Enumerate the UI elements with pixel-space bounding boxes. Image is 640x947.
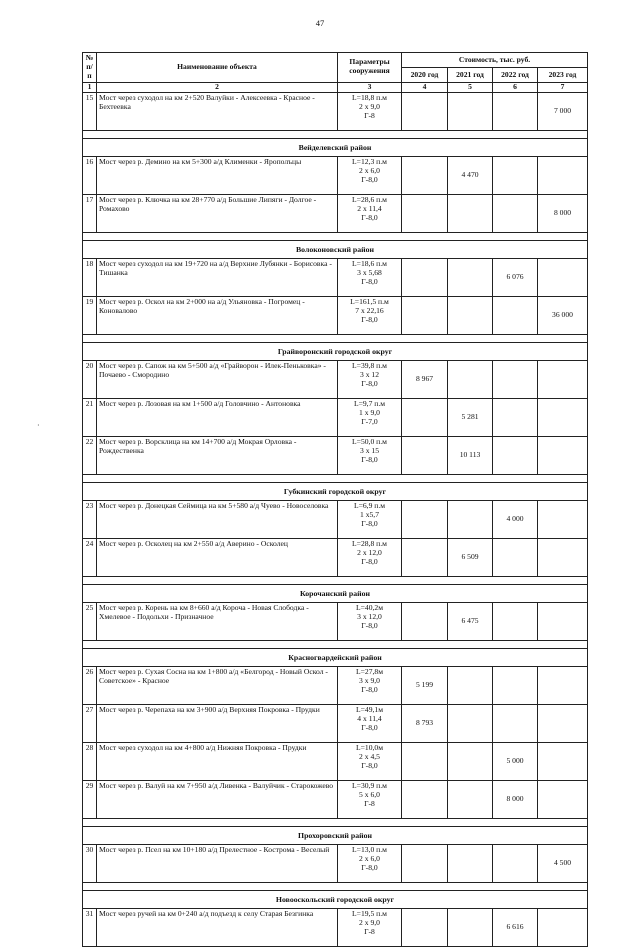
table-row	[83, 360, 588, 398]
cost-y2020	[402, 844, 448, 882]
row-number: 16	[83, 156, 97, 194]
cost-y2021	[448, 908, 493, 946]
row-number: 22	[83, 436, 97, 474]
cost-y2022	[493, 704, 538, 742]
cost-y2020: 5 199	[402, 666, 448, 704]
cost-y2021	[448, 780, 493, 818]
cost-y2023	[538, 602, 588, 640]
section-title: Новооскольский городской округ	[83, 890, 588, 908]
table-row	[83, 296, 588, 334]
object-name: Мост через суходол на км 19+720 на а/д Верхние Лубянки - Борисовка - Тишанка	[97, 258, 338, 296]
cost-y2020	[402, 538, 448, 576]
cost-y2023: 36 000	[538, 296, 588, 334]
param-line: L=10,0м	[355, 742, 384, 752]
cost-y2020: 8 793	[402, 704, 448, 742]
cost-y2021	[448, 704, 493, 742]
cost-y2020	[402, 296, 448, 334]
spacer-row	[83, 474, 588, 482]
spacer-row	[83, 882, 588, 890]
param-line: L=28,6 п.м	[352, 194, 387, 204]
section-title: Красногвардейский район	[83, 648, 588, 666]
spacer-cell	[83, 130, 588, 138]
object-name: Мост через р. Ворсклица на км 14+700 а/д Мокрая Орловка - Рождественка	[97, 436, 338, 474]
spacer-cell	[83, 474, 588, 482]
cost-y2020	[402, 92, 448, 130]
cost-y2023	[538, 398, 588, 436]
row-number: 26	[83, 666, 97, 704]
object-name: Мост через р. Осколец на км 2+550 а/д Аверино - Осколец	[97, 538, 338, 576]
row-number: 24	[83, 538, 97, 576]
param-line: Г-8	[364, 110, 375, 120]
object-name: Мост через р. Валуй на км 7+950 а/д Ливенка - Валуйчик - Старокожево	[97, 780, 338, 818]
param-line: 2 х 4,5	[359, 751, 380, 761]
param-line: 3 х 12	[360, 369, 379, 379]
cost-y2021	[448, 92, 493, 130]
table-row	[83, 742, 588, 780]
param-line: L=39,8 п.м	[352, 360, 387, 370]
param-line: Г-8,0	[361, 620, 378, 630]
cost-y2020	[402, 908, 448, 946]
cost-y2023	[538, 436, 588, 474]
object-name: Мост через р. Демино на км 5+300 а/д Клименки - Ярополъцы	[97, 156, 338, 194]
spacer-row	[83, 334, 588, 342]
table-row	[83, 844, 588, 882]
param-line: 4 х 11,4	[357, 713, 382, 723]
cost-y2021	[448, 742, 493, 780]
bridges-table	[82, 52, 588, 947]
row-number: 31	[83, 908, 97, 946]
spacer-row	[83, 818, 588, 826]
section-row	[83, 342, 588, 360]
param-line: L=18,8 п.м	[352, 92, 387, 102]
cost-y2022	[493, 194, 538, 232]
column-index: 6	[493, 82, 538, 92]
object-params	[338, 296, 402, 334]
param-line: 3 х 9,0	[359, 675, 380, 685]
table-row	[83, 780, 588, 818]
spacer-cell	[83, 818, 588, 826]
param-line: 2 х 11,4	[357, 203, 382, 213]
object-params	[338, 908, 402, 946]
spacer-cell	[83, 640, 588, 648]
param-line: L=49,1м	[355, 704, 384, 714]
object-params	[338, 602, 402, 640]
row-number: 20	[83, 360, 97, 398]
spacer-row	[83, 232, 588, 240]
cost-y2020	[402, 156, 448, 194]
row-number: 17	[83, 194, 97, 232]
cost-y2021	[448, 194, 493, 232]
row-number: 28	[83, 742, 97, 780]
object-name: Мост через р. Сапож на км 5+500 а/д «Грайворон - Илек-Пеньковка» - Почаево - Смородино	[97, 360, 338, 398]
cost-y2021	[448, 360, 493, 398]
object-params	[338, 194, 402, 232]
param-line: L=9,7 п.м	[353, 398, 386, 408]
cost-y2022	[493, 844, 538, 882]
table-row	[83, 602, 588, 640]
param-line: Г-8,0	[361, 684, 378, 694]
cost-y2023: 7 000	[538, 92, 588, 130]
table-row	[83, 704, 588, 742]
header-year-2020: 2020 год	[402, 68, 448, 82]
spacer-cell	[83, 576, 588, 584]
object-params	[338, 92, 402, 130]
param-line: L=6,9 п.м	[353, 500, 386, 510]
cost-y2020: 8 967	[402, 360, 448, 398]
param-line: Г-8,0	[361, 454, 378, 464]
object-params	[338, 156, 402, 194]
cost-y2021: 10 113	[448, 436, 493, 474]
cost-y2021	[448, 666, 493, 704]
section-row	[83, 584, 588, 602]
param-line: Г-8,0	[361, 314, 378, 324]
cost-y2023	[538, 704, 588, 742]
cost-y2022	[493, 92, 538, 130]
table-row	[83, 194, 588, 232]
cost-y2022: 6 076	[493, 258, 538, 296]
column-index-row	[83, 82, 588, 92]
cost-y2023: 4 500	[538, 844, 588, 882]
object-name: Мост через р. Оскол на км 2+000 на а/д Ульяновка - Погромец - Коновалово	[97, 296, 338, 334]
object-params	[338, 844, 402, 882]
param-line: Г-8,0	[361, 556, 378, 566]
section-title: Вейделевский район	[83, 138, 588, 156]
spacer-row	[83, 640, 588, 648]
param-line: Г-8,0	[361, 276, 378, 286]
section-title: Губкинский городской округ	[83, 482, 588, 500]
cost-y2022	[493, 602, 538, 640]
cost-y2022: 4 000	[493, 500, 538, 538]
cost-y2020	[402, 194, 448, 232]
section-title: Прохоровский район	[83, 826, 588, 844]
cost-y2022	[493, 436, 538, 474]
header-cost: Стоимость, тыс. руб.	[402, 53, 588, 68]
param-line: Г-8,0	[361, 378, 378, 388]
object-params	[338, 780, 402, 818]
cost-y2021	[448, 296, 493, 334]
table-row	[83, 398, 588, 436]
object-name: Мост через суходол на км 4+800 а/д Нижняя Покровка - Прудки	[97, 742, 338, 780]
object-name: Мост через р. Псел на км 10+180 а/д Прелестное - Кострома - Веселый	[97, 844, 338, 882]
param-line: L=18,6 п.м	[352, 258, 387, 268]
param-line: L=40,2м	[355, 602, 384, 612]
param-line: Г-8,0	[361, 212, 378, 222]
param-line: 2 х 6,0	[359, 853, 380, 863]
param-line: 2 х 6,0	[359, 165, 380, 175]
param-line: Г-8	[364, 926, 375, 936]
cost-y2021: 6 509	[448, 538, 493, 576]
header-params: Параметры сооружения	[338, 53, 402, 83]
object-name: Мост через суходол на км 2+520 Валуйки - Алексеевка - Красное - Бехтеевка	[97, 92, 338, 130]
param-line: 2 х 12,0	[357, 547, 382, 557]
param-line: L=19,5 п.м	[352, 908, 387, 918]
header-year-2022: 2022 год	[493, 68, 538, 82]
cost-y2022	[493, 666, 538, 704]
cost-y2022: 5 000	[493, 742, 538, 780]
cost-y2021	[448, 500, 493, 538]
object-params	[338, 258, 402, 296]
spacer-row	[83, 576, 588, 584]
param-line: 2 х 9,0	[359, 917, 380, 927]
param-line: 3 х 5,68	[357, 267, 382, 277]
param-line: Г-8,0	[361, 722, 378, 732]
section-row	[83, 138, 588, 156]
param-line: 2 х 9,0	[359, 101, 380, 111]
object-params	[338, 704, 402, 742]
cost-y2023	[538, 500, 588, 538]
cost-y2020	[402, 780, 448, 818]
object-name: Мост через р. Черепаха на км 3+900 а/д Верхняя Покровка - Прудки	[97, 704, 338, 742]
row-number: 27	[83, 704, 97, 742]
cost-y2023	[538, 538, 588, 576]
row-number: 19	[83, 296, 97, 334]
section-row	[83, 890, 588, 908]
param-line: 5 х 6,0	[359, 789, 380, 799]
object-params	[338, 398, 402, 436]
table-row	[83, 538, 588, 576]
object-name: Мост через р. Корень на км 8+660 а/д Короча - Новая Слободка - Хмелевое - Подольхи - Призначное	[97, 602, 338, 640]
param-line: Г-8,0	[361, 862, 378, 872]
section-row	[83, 240, 588, 258]
param-line: Г-8,0	[361, 760, 378, 770]
table-row	[83, 436, 588, 474]
row-number: 23	[83, 500, 97, 538]
cost-y2023	[538, 360, 588, 398]
cost-y2023	[538, 666, 588, 704]
param-line: L=161,5 п.м	[350, 296, 389, 306]
row-number: 15	[83, 92, 97, 130]
cost-y2023	[538, 780, 588, 818]
cost-y2022	[493, 156, 538, 194]
cost-y2020	[402, 398, 448, 436]
cost-y2020	[402, 500, 448, 538]
section-row	[83, 648, 588, 666]
spacer-cell	[83, 232, 588, 240]
cost-y2023	[538, 742, 588, 780]
column-index: 1	[83, 82, 97, 92]
object-params	[338, 436, 402, 474]
object-name: Мост через р. Лозовая на км 1+500 а/д Головчино - Антоновка	[97, 398, 338, 436]
param-line: L=12,3 п.м	[352, 156, 387, 166]
row-number: 29	[83, 780, 97, 818]
param-line: Г-8,0	[361, 518, 378, 528]
cost-y2022: 6 616	[493, 908, 538, 946]
cost-y2023	[538, 908, 588, 946]
header-year-2023: 2023 год	[538, 68, 588, 82]
param-line: 1 х5,7	[360, 509, 379, 519]
param-line: Г-7,0	[361, 416, 378, 426]
page-number: 47	[315, 18, 325, 28]
column-index: 3	[338, 82, 402, 92]
object-params	[338, 742, 402, 780]
cost-y2021: 4 470	[448, 156, 493, 194]
row-number: 30	[83, 844, 97, 882]
cost-y2020	[402, 742, 448, 780]
cost-y2022	[493, 538, 538, 576]
cost-y2021: 5 281	[448, 398, 493, 436]
table-row	[83, 92, 588, 130]
object-params	[338, 666, 402, 704]
cost-y2023	[538, 156, 588, 194]
object-name: Мост через р. Донецкая Сеймица на км 5+580 а/д Чуево - Новоселовка	[97, 500, 338, 538]
param-line: L=30,9 п.м	[352, 780, 387, 790]
row-number: 21	[83, 398, 97, 436]
spacer-cell	[83, 334, 588, 342]
row-number: 25	[83, 602, 97, 640]
object-name: Мост через ручей на км 0+240 а/д подъезд к селу Старая Безгинка	[97, 908, 338, 946]
object-name: Мост через р. Ключка на км 28+770 а/д Большие Липяги - Долгое - Ромахово	[97, 194, 338, 232]
cost-y2022	[493, 360, 538, 398]
cost-y2022	[493, 398, 538, 436]
section-title: Грайворонский городской округ	[83, 342, 588, 360]
cost-y2021	[448, 844, 493, 882]
table-row	[83, 666, 588, 704]
param-line: 3 х 15	[360, 445, 379, 455]
column-index: 4	[402, 82, 448, 92]
section-title: Корочанский район	[83, 584, 588, 602]
table-row	[83, 500, 588, 538]
column-index: 5	[448, 82, 493, 92]
column-index: 7	[538, 82, 588, 92]
object-params	[338, 360, 402, 398]
object-params	[338, 538, 402, 576]
table-row	[83, 258, 588, 296]
section-title: Волоконовский район	[83, 240, 588, 258]
object-params	[338, 500, 402, 538]
cost-y2021: 6 475	[448, 602, 493, 640]
spacer-row	[83, 130, 588, 138]
param-line: 1 х 9,0	[359, 407, 380, 417]
param-line: L=27,8м	[355, 666, 384, 676]
table-row	[83, 908, 588, 946]
cost-y2020	[402, 258, 448, 296]
spacer-cell	[83, 882, 588, 890]
cost-y2020	[402, 602, 448, 640]
param-line: L=13,0 п.м	[352, 844, 387, 854]
row-number: 18	[83, 258, 97, 296]
section-row	[83, 482, 588, 500]
cost-y2023	[538, 258, 588, 296]
stray-mark: ·	[37, 421, 40, 430]
param-line: 3 х 12,0	[357, 611, 382, 621]
param-line: L=50,0 п.м	[352, 436, 387, 446]
section-row	[83, 826, 588, 844]
cost-y2020	[402, 436, 448, 474]
param-line: L=28,8 п.м	[352, 538, 387, 548]
cost-y2022	[493, 296, 538, 334]
object-name: Мост через р. Сухая Сосна на км 1+800 а/д «Белгород - Новый Оскол - Советское» - Красное	[97, 666, 338, 704]
param-line: Г-8	[364, 798, 375, 808]
param-line: Г-8,0	[361, 174, 378, 184]
cost-y2021	[448, 258, 493, 296]
table-row	[83, 156, 588, 194]
cost-y2022: 8 000	[493, 780, 538, 818]
header-name: Наименование объекта	[97, 53, 338, 83]
column-index: 2	[97, 82, 338, 92]
header-num: № п/п	[83, 53, 97, 83]
header-year-2021: 2021 год	[448, 68, 493, 82]
param-line: 7 х 22,16	[355, 305, 384, 315]
cost-y2023: 8 000	[538, 194, 588, 232]
